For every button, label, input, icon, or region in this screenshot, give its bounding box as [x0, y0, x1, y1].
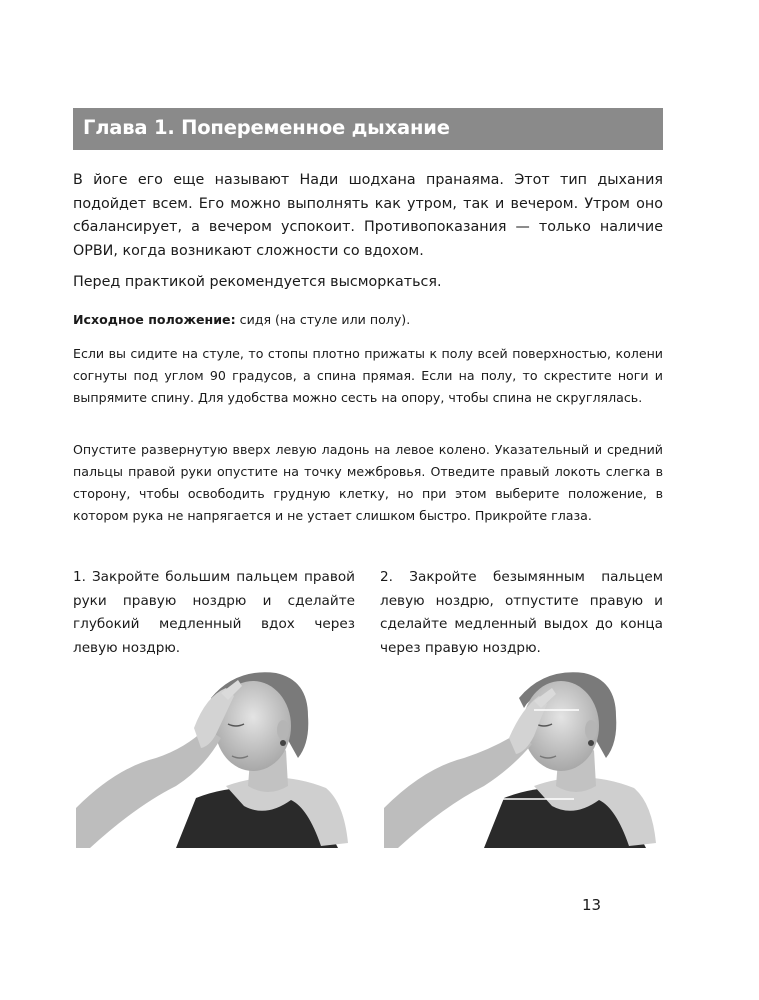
page-number: 13: [582, 896, 602, 914]
hand-position-paragraph: Опустите развернутую вверх левую ладонь на левое колено. Указательный и средний пальцы правой руки опустите на точку межбровья. Отведите правый локоть слегка в сторону, чтобы освободить грудную клетку, но при этом выберите положение, в котором рука не напрягается и не устает слишком быстро. Прикройте глаза.: [73, 442, 663, 523]
intro-paragraph: В йоге его еще называют Нади шодхана пранаяма. Этот тип дыхания подойдет всем. Его можно выполнять как утром, так и вечером. Утром оно сбалансирует, а вечером успокоит. Противопоказания — только наличие ОРВИ, когда возникают сложности со вдохом.: [73, 172, 663, 259]
starting-position-paragraph: [73, 309, 663, 331]
blow-nose-paragraph: Перед практикой рекомендуется высморкаться.: [73, 274, 442, 290]
step-2-text: 2. Закройте безымянным пальцем левую ноздрю, отпустите правую и сделайте медленный выдох до конца через правую ноздрю.: [380, 569, 663, 656]
starting-position-label: Исходное положение:: [73, 312, 236, 327]
step-2-photo: [384, 668, 659, 848]
chair-paragraph: Если вы сидите на стуле, то стопы плотно прижаты к полу всей поверхностью, колени согнуты под углом 90 градусов, а спина прямая. Если на полу, то скрестите ноги и выпрямите спину. Для удобства можно сесть на опору, чтобы спина не скруглялась.: [73, 346, 663, 405]
step-1-text: 1. Закройте большим пальцем правой руки правую ноздрю и сделайте глубокий медленный вдох через левую ноздрю.: [73, 569, 355, 656]
starting-position-text: сидя (на стуле или полу).: [235, 312, 411, 327]
chapter-header: [73, 108, 663, 150]
chapter-title: Глава 1. Попеременное дыхание: [83, 116, 450, 139]
step-1-photo: [76, 668, 351, 848]
